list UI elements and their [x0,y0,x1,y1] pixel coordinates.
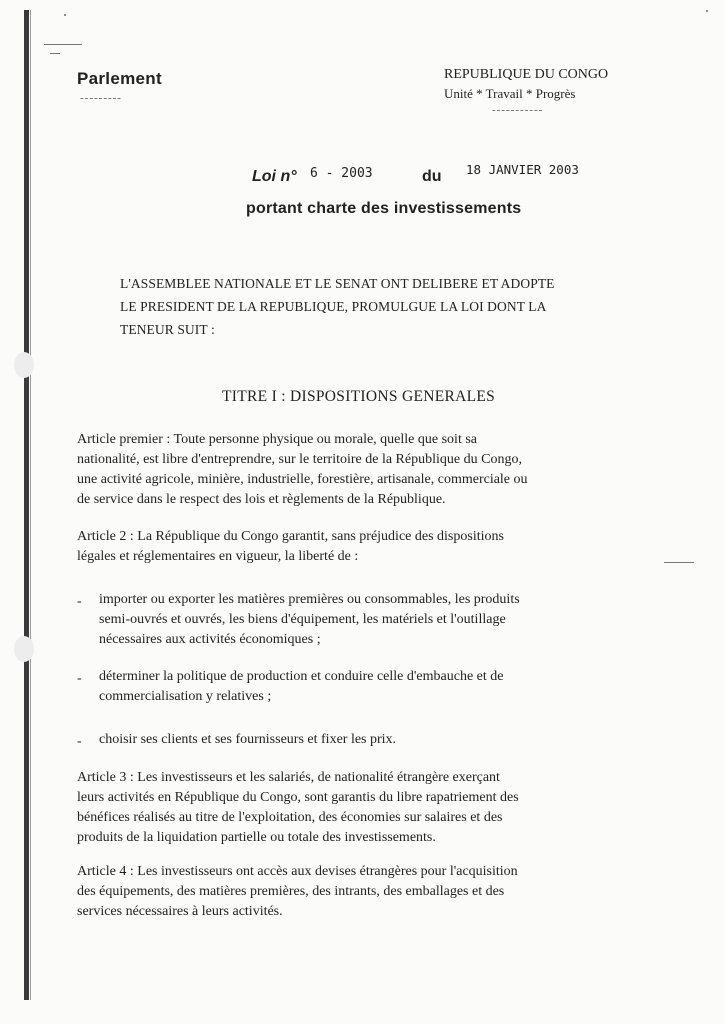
scan-dot [64,14,66,16]
law-number: 6 - 2003 [310,166,373,181]
bullet-dash: - [77,734,82,749]
article-lead: Article 2 : [77,529,134,544]
punch-hole [14,636,34,662]
law-label: Loi n° [252,168,297,185]
scan-edge-shadow [24,10,29,1000]
article-text: bénéfices réalisés au titre de l'exploitation, des économies sur salaires et des [77,810,503,825]
section-title: TITRE I : DISPOSITIONS GENERALES [222,388,496,405]
scan-mark [50,53,60,54]
article-text: de service dans le respect des lois et règlements de la République. [77,492,446,507]
article-text: nationalité, est libre d'entreprendre, sur le territoire de la République du Congo, [77,452,522,467]
preamble-line: LE PRESIDENT DE LA REPUBLIQUE, PROMULGUE LA LOI DONT LA [120,299,547,314]
national-motto: Unité * Travail * Progrès [444,86,576,101]
institution-underline: --------- [80,92,122,104]
article-text: une activité agricole, minière, industrielle, forestière, artisanale, commerciale ou [77,472,528,487]
article-text: leurs activités en République du Congo, sont garantis du libre rapatriement des [77,790,519,805]
bullet-text: déterminer la politique de production et conduire celle d'embauche et de [99,669,504,684]
preamble-line: TENEUR SUIT : [120,322,215,337]
article-text: Toute personne physique ou morale, quelle que soit sa [170,432,477,447]
bullet-text: semi-ouvrés et ouvrés, les biens d'équipement, les matériels et l'outillage [99,612,506,627]
article-lead: Article 4 : [77,864,134,879]
article-3 [77,768,637,848]
bullet-text: importer ou exporter les matières premières ou consommables, les produits [99,592,520,607]
institution-name: Parlement [77,69,162,88]
article-premier [77,430,637,510]
law-subject: portant charte des investissements [246,200,522,217]
bullet-dash: - [77,671,82,686]
scan-edge-line [30,10,31,1000]
scan-mark [44,44,82,45]
article-lead: Article 3 : [77,770,134,785]
punch-hole [14,352,34,378]
law-du: du [422,168,442,185]
article-text: Les investisseurs ont accès aux devises étrangères pour l'acquisition [133,864,518,879]
preamble-line: L'ASSEMBLEE NATIONALE ET LE SENAT ONT DELIBERE ET ADOPTE [120,276,555,291]
scan-mark [664,562,694,563]
bullet-dash: - [77,594,82,609]
article-text: Les investisseurs et les salariés, de nationalité étrangère exerçant [133,770,500,785]
bullet-text: nécessaires aux activités économiques ; [99,632,321,647]
law-date: 18 JANVIER 2003 [466,162,579,177]
country-name: REPUBLIQUE DU CONGO [444,67,609,82]
bullet-text: commercialisation y relatives ; [99,689,272,704]
scan-dot [706,10,708,12]
article-text: des équipements, des matières premières, des intrants, des emballages et des [77,884,505,899]
article-2 [77,527,637,567]
preamble [120,272,620,341]
article-4 [77,862,637,922]
bullet-text: choisir ses clients et ses fournisseurs et fixer les prix. [99,732,397,747]
article-text: services nécessaires à leurs activités. [77,904,283,919]
article-lead: Article premier : [77,432,171,447]
article-text: La République du Congo garantit, sans préjudice des dispositions [133,529,504,544]
article-text: produits de la liquidation partielle ou totale des investissements. [77,830,436,845]
article-text: légales et réglementaires en vigueur, la liberté de : [77,549,359,564]
motto-underline: ----------- [492,104,544,116]
